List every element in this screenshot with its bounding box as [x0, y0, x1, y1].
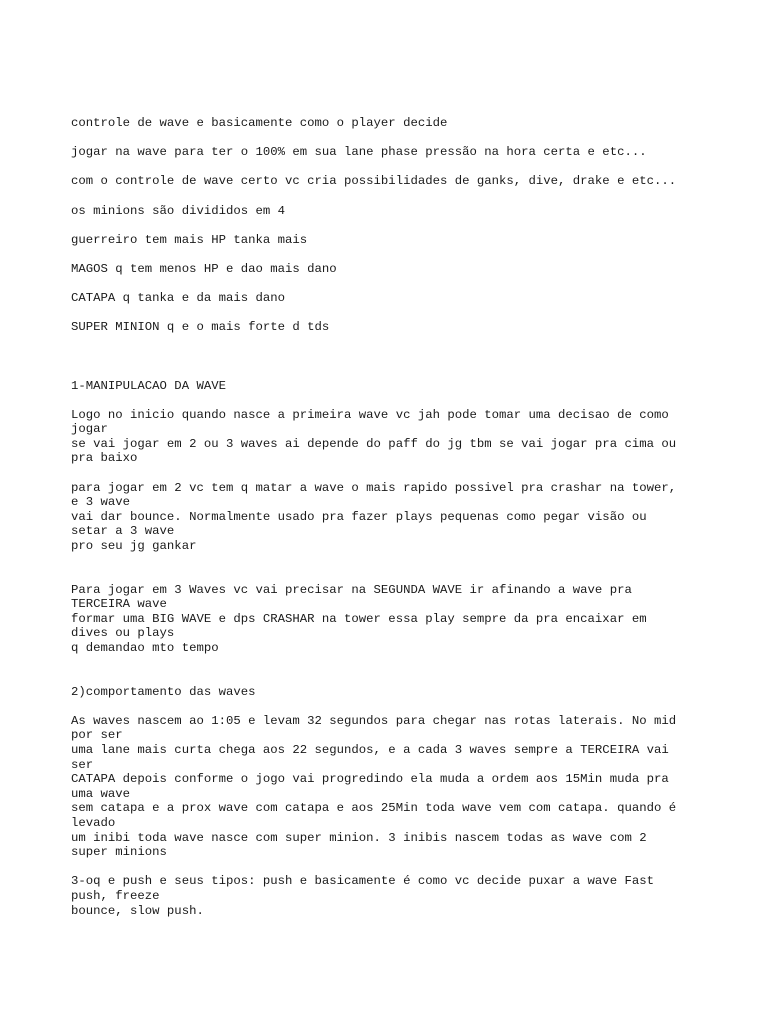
paragraph: 3-oq e push e seus tipos: push e basicamente é como vc decide puxar a wave Fast push, freeze bounce, slow push.	[71, 874, 654, 918]
intro-line: CATAPA q tanka e da mais dano	[71, 291, 286, 306]
section-heading: 1-MANIPULACAO DA WAVE	[71, 378, 226, 393]
document-body	[71, 116, 711, 918]
paragraph: para jogar em 2 vc tem q matar a wave o mais rapido possivel pra crashar na tower, e 3 wave vai dar bounce. Normalmente usado pra fazer plays pequenas como pegar visão ou setar a 3 wave pro seu jg gankar	[71, 480, 677, 554]
intro-line: jogar na wave para ter o 100% em sua lane phase pressão na hora certa e etc...	[71, 145, 647, 160]
intro-line: os minions são divididos em 4	[71, 203, 286, 218]
paragraph: Para jogar em 3 Waves vc vai precisar na SEGUNDA WAVE ir afinando a wave pra TERCEIRA wave formar uma BIG WAVE e dps CRASHAR na tower essa play sempre da pra encaixar em dives ou plays q demandao mto tempo	[71, 582, 647, 655]
intro-line: controle de wave e basicamente como o player decide	[71, 116, 448, 130]
paragraph: Logo no inicio quando nasce a primeira wave vc jah pode tomar uma decisao de como jogar se vai jogar em 2 ou 3 waves ai depende do paff do jg tbm se vai jogar pra cima ou pra baixo	[71, 407, 677, 466]
intro-line: SUPER MINION q e o mais forte d tds	[71, 320, 330, 335]
intro-line: MAGOS q tem menos HP e dao mais dano	[71, 261, 337, 276]
intro-line: com o controle de wave certo vc cria possibilidades de ganks, dive, drake e etc...	[71, 174, 677, 189]
intro-line: guerreiro tem mais HP tanka mais	[71, 232, 308, 247]
paragraph: As waves nascem ao 1:05 e levam 32 segundos para chegar nas rotas laterais. No mid por ser uma lane mais curta chega aos 22 segundos, e a cada 3 waves sempre a TERCEIRA vai ser CATAPA depois conforme o jogo vai progredindo ela muda a ordem aos 15Min muda pra uma wave sem catapa e a prox wave com catapa e aos 25Min toda wave vem com catapa. quando é levado um inibi toda wave nasce com super minion. 3 inibis nascem todas as wave com 2 super minions	[71, 713, 677, 860]
section-heading: 2)comportamento das waves	[71, 684, 256, 699]
